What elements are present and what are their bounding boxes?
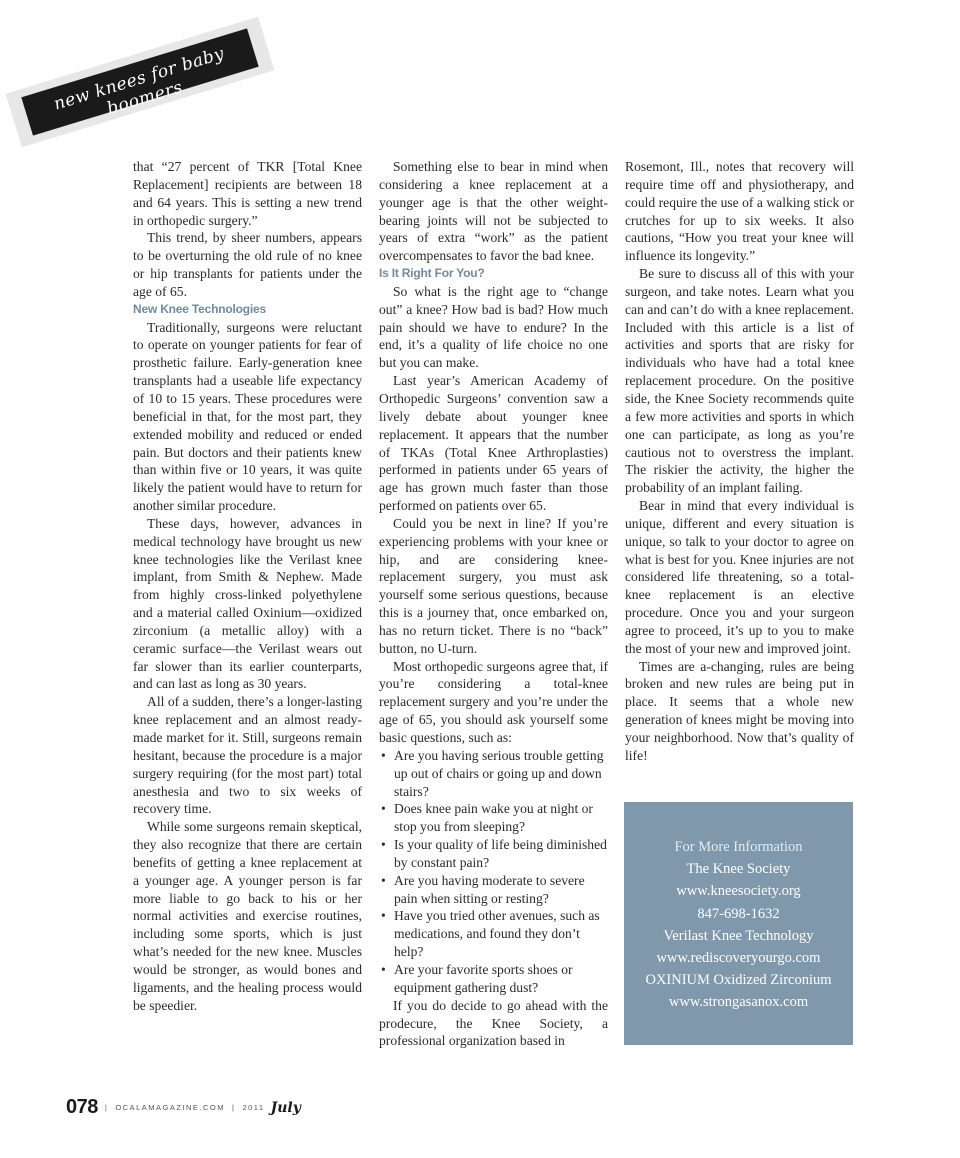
- infobox-phone: 847-698-1632: [697, 905, 780, 922]
- paragraph: Rosemont, Ill., notes that recovery will require time off and physiotherapy, and could require the use of a walking stick or crutches for up to six weeks. It also cautions, “How you treat your knee will influence its longevity.”: [625, 159, 854, 264]
- page-number: 078: [66, 1096, 98, 1118]
- infobox-org-verilast: Verilast Knee Technology: [663, 927, 814, 944]
- footer-separator: |: [104, 1103, 109, 1112]
- paragraph: All of a sudden, there’s a longer-lasting knee replacement and an almost ready-made market for it. Still, surgeons remain hesitant, because the procedure is a major surgery requiring (for the most part) total anesthesia and two to six weeks of recovery time.: [133, 694, 362, 817]
- infobox-heading: For More Information: [674, 839, 803, 855]
- paragraph: Most orthopedic surgeons agree that, if you’re considering a total-knee replacement surgery and you’re under the age of 65, you should ask yourself some basic questions, such as:: [379, 658, 608, 745]
- list-item: • Are you having serious trouble getting up out of chairs or going up and down stairs?: [379, 747, 608, 801]
- page-footer: [66, 1096, 301, 1120]
- paragraph: Traditionally, surgeons were reluctant to operate on younger patients for fear of prosthetic failure. Early-generation knee transplants had a useable life expectancy of 10 to 15 years. These procedures were beneficial in that, for the most part, they extended mobility and reduced or ended pain. But doctors and their patients knew than within five or 10 years, it was quite likely the patient would have to return for another similar procedure.: [133, 319, 362, 514]
- issue-month: July: [270, 1099, 301, 1116]
- list-item: • Is your quality of life being diminished by constant pain?: [379, 836, 608, 872]
- paragraph: While some surgeons remain skeptical, they also recognize that there are certain benefits of getting a knee replacement at a younger age. A younger person is far more liable to go back to his or her normal activities and exercise routines, including some sports, which is just what’s needed for the new knee. Muscles would be stronger, as would bones and ligaments, and the healing process would be speedier.: [133, 819, 362, 1013]
- paragraph: Bear in mind that every individual is unique, different and every situation is unique, so talk to your doctor to agree on what is best for you. Knee injuries are not considered life threatening, so a total-knee replacement is an elective procedure. Once you and your surgeon agree to proceed, it’s up to you to make the most of your new and improved joint.: [625, 498, 854, 656]
- infobox-link-kneesociety[interactable]: www.kneesociety.org: [676, 883, 801, 900]
- paragraph: If you do decide to go ahead with the prodecure, the Knee Society, a professional organization based in: [379, 997, 608, 1049]
- infobox-link-strongasanox[interactable]: www.strongasanox.com: [668, 994, 809, 1011]
- paragraph: These days, however, advances in medical technology have brought us new knee technologies like the Verilast knee implant, from Smith & Nephew. Made from highly cross-linked polyethylene and a material called Oxinium—oxidized zirconium (a metallic alloy) with a ceramic surface—the Verilast wears out far slower than its earlier counterparts, and can last as long as 30 years.: [133, 515, 362, 692]
- section-tag-label: new knees for baby boomers: [51, 43, 227, 120]
- infobox-org-knee-society: The Knee Society: [686, 861, 791, 878]
- subheading-is-it-right-for-you: Is It Right For You?: [379, 266, 485, 281]
- article-column-1: [133, 158, 362, 1015]
- list-item: • Have you tried other avenues, such as medications, and found they don’t help?: [379, 907, 608, 961]
- paragraph: Could you be next in line? If you’re experiencing problems with your knee or hip, and are considering knee-replacement surgery, you must ask yourself some serious questions, because this is a journey that, once embarked on, has no return ticket. There is no “back” button, no U-turn.: [379, 515, 608, 656]
- paragraph: So what is the right age to “change out” a knee? How bad is bad? How much pain should we have to endure? In the end, it’s a quality of life choice no one but you can make.: [379, 283, 608, 371]
- footer-separator: |: [232, 1103, 236, 1112]
- magazine-site: OCALAMAGAZINE.COM: [115, 1103, 226, 1112]
- article-column-2: [379, 158, 608, 1050]
- paragraph: Last year’s American Academy of Orthopedic Surgeons’ convention saw a lively debate about younger knee replacement. It appears that the number of TKAs (Total Knee Arthroplasties) performed in patients under 65 years of age has grown much faster than those performed on patients over 65.: [379, 373, 608, 514]
- issue-year: 2011: [242, 1103, 265, 1112]
- paragraph: This trend, by sheer numbers, appears to be overturning the old rule of no knee or hip transplants for patients under the age of 65.: [133, 230, 362, 299]
- list-item: • Are your favorite sports shoes or equipment gathering dust?: [379, 961, 608, 997]
- question-list: [379, 747, 608, 997]
- article-column-3: [625, 158, 854, 765]
- paragraph: that “27 percent of TKR [Total Knee Replacement] recipients are between 18 and 64 years. This is setting a new trend in orthopedic surgery.”: [133, 159, 362, 228]
- list-item: • Does knee pain wake you at night or stop you from sleeping?: [379, 800, 608, 836]
- paragraph: Be sure to discuss all of this with your surgeon, and take notes. Learn what you can and can’t do with a knee replacement. Included with this article is a list of activities and sports that are risky for individuals who have had a total knee replacement procedure. On the positive side, the Knee Society recommends quite a few more activities and sports in which one can participate, as long as you’re cautious not to overstress the implant. The riskier the activity, the higher the probability of an implant failing.: [625, 266, 854, 496]
- infobox-link-rediscoveryourgo[interactable]: www.rediscoveryourgo.com: [656, 950, 821, 967]
- section-tag: [21, 28, 258, 135]
- paragraph: Times are a-changing, rules are being broken and new rules are being put in place. It seems that a whole new generation of knees might be moving into your neighborhood. Now that’s quality of life!: [625, 658, 854, 763]
- subheading-new-knee-technologies: New Knee Technologies: [133, 301, 266, 316]
- list-item: • Are you having moderate to severe pain when sitting or resting?: [379, 872, 608, 908]
- more-information-box: [624, 802, 853, 1045]
- paragraph: Something else to bear in mind when considering a knee replacement at a younger age is that the other weight-bearing joints will not be subjected to years of extra “work” as the patient overcompensates to favor the bad knee.: [379, 159, 608, 264]
- infobox-org-oxinium: OXINIUM Oxidized Zirconium: [645, 972, 832, 989]
